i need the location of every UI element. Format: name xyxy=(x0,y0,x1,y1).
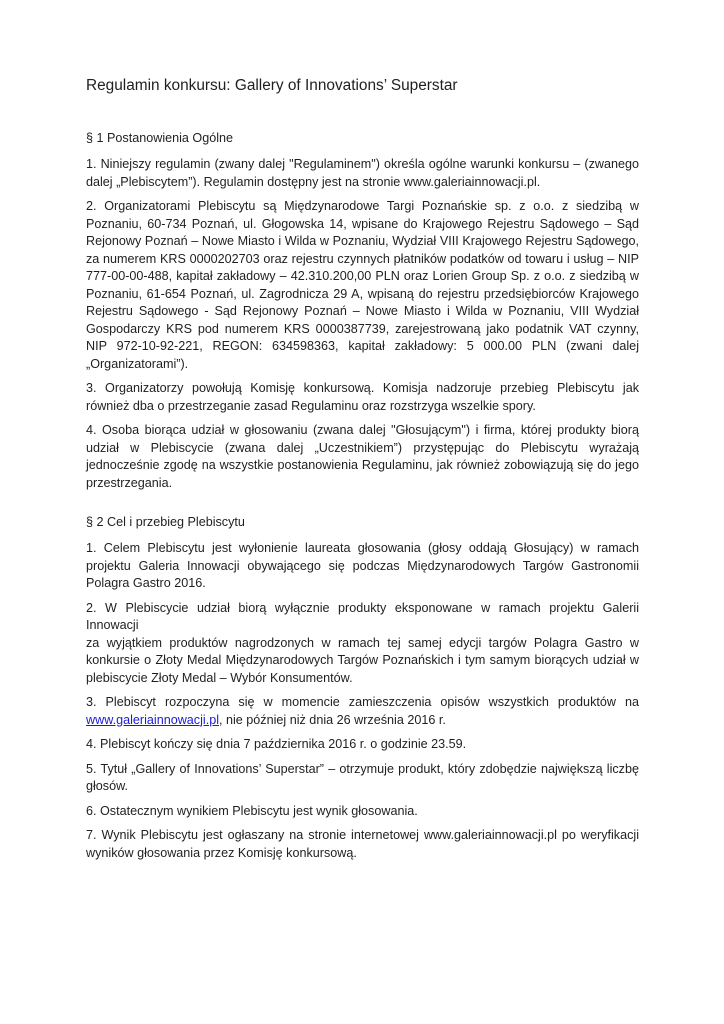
section-2-paragraph-7: 7. Wynik Plebiscytu jest ogłaszany na stronie internetowej www.galeriainnowacji.pl po weryfikacji wyników głosowania przez Komisję konkursową. xyxy=(86,828,639,860)
section-1-paragraph-1: 1. Niniejszy regulamin (zwany dalej "Regulaminem") określa ogólne warunki konkursu – (zwanego dalej „Plebiscytem”). Regulamin dostępny jest na stronie www.galeriainnowacji.pl. xyxy=(86,157,639,189)
section-1-paragraph-3: 3. Organizatorzy powołują Komisję konkursową. Komisja nadzoruje przebieg Plebiscytu jak również dba o przestrzeganie zasad Regulaminu oraz rozstrzyga wszelkie spory. xyxy=(86,381,639,413)
section-1-paragraph-4: 4. Osoba biorąca udział w głosowaniu (zwana dalej "Głosującym") i firma, której produkty biorą udział w Plebiscycie (zwana dalej „Uczestnikiem”) przystępując do Plebiscytu wyrażają jednocześnie zgodę na wszystkie postanowienia Regulaminu, jak również zobowiązują się do jego przestrzegania. xyxy=(86,423,639,490)
section-2-paragraph-2b: za wyjątkiem produktów nagrodzonych w ramach tej samej edycji targów Polagra Gastro w konkursie o Złoty Medal Międzynarodowych Targów Poznańskich i tym samym biorących udział w plebiscycie Złoty Medal – Wybór Konsumentów. xyxy=(86,635,639,685)
document-title: Regulamin konkursu: Gallery of Innovations’ Superstar xyxy=(86,77,458,94)
section-2-paragraph-4: 4. Plebiscyt kończy się dnia 7 października 2016 r. o godzinie 23.59. xyxy=(86,737,467,751)
section-2-paragraph-3-text-after: , nie później niż dnia 26 września 2016 r. xyxy=(219,712,446,727)
section-2-paragraph-3 xyxy=(86,694,639,729)
section-1-heading: § 1 Postanowienia Ogólne xyxy=(86,131,234,145)
section-2-paragraph-5: 5. Tytuł „Gallery of Innovations’ Superstar” – otrzymuje produkt, który zdobędzie największą liczbę głosów. xyxy=(86,761,639,793)
section-gap xyxy=(86,499,639,514)
section-2-paragraph-3-text-before: 3. Plebiscyt rozpoczyna się w momencie zamieszczenia opisów wszystkich produktów na xyxy=(86,695,639,709)
section-2-heading: § 2 Cel i przebieg Plebiscytu xyxy=(86,515,245,529)
section-1-paragraph-2: 2. Organizatorami Plebiscytu są Międzynarodowe Targi Poznańskie sp. z o.o. z siedzibą w Poznaniu, 60-734 Poznań, ul. Głogowska 14, wpisane do Krajowego Rejestru Sądowego – Sąd Rejonowy Poznań – Nowe Miasto i Wilda w Poznaniu, Wydział VIII Krajowego Rejestru Sądowego, za numerem KRS 0000202703 oraz rejestru czynnych płatników podatków od towaru i usług – NIP 777-00-00-488, kapitał zakładowy – 42.310.200,00 PLN oraz Lorien Group Sp. z o.o. z siedzibą w Poznaniu, 61-654 Poznań, ul. Zagrodnicza 29 A, wpisaną do rejestru przedsiębiorców Krajowego Rejestru Sądowego - Sąd Rejonowy Poznań – Nowe Miasto i Wilda w Poznaniu, VIII Wydział Gospodarczy KRS pod numerem KRS 0000387739, zarejestrowaną jako podatnik VAT czynny, NIP 972-10-92-221, REGON: 634598363, kapitał zakładowy: 5 000.00 PLN (zwani dalej „Organizatorami”). xyxy=(86,199,639,371)
section-2-paragraph-1: 1. Celem Plebiscytu jest wyłonienie laureata głosowania (głosy oddają Głosujący) w ramach projektu Galeria Innowacji obywającego się podczas Międzynarodowych Targów Gastronomii Polagra Gastro 2016. xyxy=(86,541,639,590)
section-2-paragraph-6: 6. Ostatecznym wynikiem Plebiscytu jest wynik głosowania. xyxy=(86,803,418,818)
section-2-paragraph-2a: 2. W Plebiscycie udział biorą wyłącznie produkty eksponowane w ramach projektu Galerii Innowacji xyxy=(86,600,639,632)
galeria-innowacji-link[interactable]: www.galeriainnowacji.pl xyxy=(86,712,219,727)
document-body xyxy=(86,76,639,869)
